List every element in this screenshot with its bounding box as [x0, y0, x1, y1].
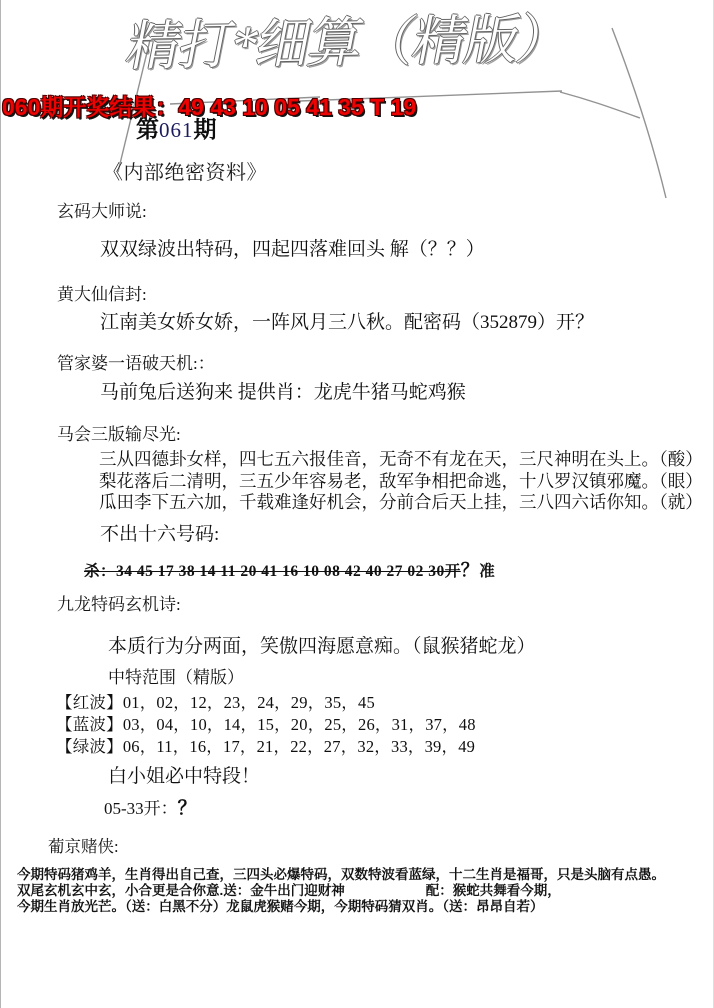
nine-dragon-poem: 本质行为分两面，笑傲四海愿意痴。（鼠猴猪蛇龙） [108, 636, 536, 657]
left-edge-line [0, 0, 1, 1008]
section-heading-mahui: 马会三版输尽光: [57, 425, 181, 444]
kill-question-mark: ？ [460, 560, 480, 580]
red-wave-numbers: 01，02，12，23，24，29，35，45 [122, 693, 375, 712]
green-wave-numbers: 06，11，16，17，21，22，27，32，33，39，49 [122, 737, 476, 756]
wong-verse: 江南美女娇女娇，一阵风月三八秋。配密码（352879）开？ [100, 312, 595, 333]
green-wave-label: 【绿波】 [56, 737, 123, 756]
issue-number-line [136, 111, 217, 144]
guanjiapo-verse: 马前兔后送狗来 提供肖：龙虎牛猪马蛇鸡猴 [100, 382, 466, 403]
section-heading-master: 玄码大师说: [57, 202, 147, 221]
section-heading-guanjiapo: 管家婆一语破天机:： [57, 354, 215, 373]
kill-numbers-struck: 杀：34 45 17 38 14 11 20 41 16 10 08 42 40 27 02 30开 [84, 563, 461, 580]
issue-suffix: 期 [193, 116, 217, 142]
green-wave-row [56, 733, 475, 757]
masthead-title-art: 精打*细算（精版） [121, 9, 576, 77]
open-range-question-mark: ？ [177, 798, 197, 819]
kill-numbers-line [84, 556, 495, 582]
master-verse: 双双绿波出特码，四起四落难回头 解（？？） [100, 239, 485, 260]
issue-prefix: 第 [136, 116, 159, 142]
previous-draw-result: 060期开奖结果：49 43 10 05 41 35 T 19 [2, 94, 417, 120]
open-range-line [104, 793, 197, 820]
pujing-verse-block [17, 867, 713, 915]
pujing-verse-line3: 今期生肖放光芒。（送：白黑不分）龙鼠虎猴赌今期，今期特码猜双肖。（送：昂昂自若） [17, 899, 544, 914]
sixteen-numbers-label: 不出十六号码: [100, 524, 220, 545]
open-range-text: 05-33开： [104, 799, 178, 818]
red-wave-label: 【红波】 [56, 693, 123, 712]
section-heading-wong: 黄大仙信封: [57, 285, 147, 304]
section-heading-nine-dragon: 九龙特码玄机诗: [57, 595, 181, 614]
secret-material-title: 《内部绝密资料》 [103, 162, 267, 184]
issue-number: 061 [159, 118, 194, 142]
blue-wave-row [56, 711, 476, 735]
mahui-verse-line1: 三从四德卦女样，四七五六报佳音，无奇不有龙在天，三尺神明在头上。（酸） [99, 449, 703, 469]
white-lady-line: 白小姐必中特段！ [108, 766, 261, 787]
pujing-verse-line2: 双尾玄机玄中玄，小合更是合你意.送：金牛出门迎财神 配：猴蛇共舞看今期， [17, 883, 561, 898]
special-range-title: 中特范围（精版） [108, 668, 244, 687]
mahui-verse-line3: 瓜田李下五六加，千载难逢好机会，分前合后天上挂，三八四六话你知。（就） [99, 492, 703, 512]
mahui-verse-block [99, 449, 703, 514]
kill-accurate-label: 准 [479, 563, 496, 580]
mahui-verse-line2: 梨花落后二清明，三五少年容易老，敌军争相把命逃，十八罗汉镇邪魔。（眼） [99, 470, 703, 491]
section-heading-pujing: 葡京赌侠: [48, 837, 119, 856]
pujing-verse-line1: 今期特码猪鸡羊，生肖得出自己查，三四头必爆特码，双数特波看蓝绿，十二生肖是福哥，只是头脑有点愚。 [17, 867, 665, 882]
red-wave-row [56, 689, 375, 713]
blue-wave-numbers: 03，04，10，14，15，20，25，26，31，37，48 [122, 715, 476, 734]
blue-wave-label: 【蓝波】 [56, 715, 123, 734]
